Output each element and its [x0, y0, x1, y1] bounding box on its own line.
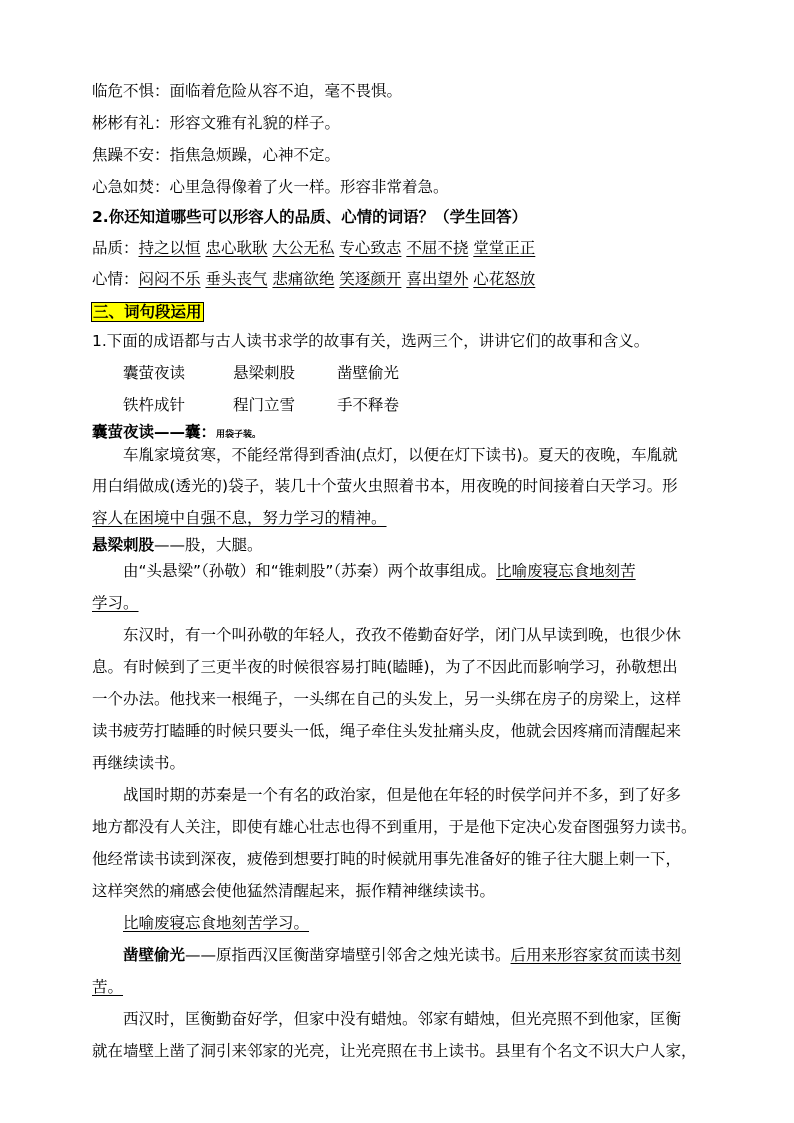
paragraph-line: 由“头悬梁”（孙敬）和“锥刺股”（苏秦）两个故事组成。比喻废寝忘食地刻苦: [123, 562, 636, 580]
paragraph-line: 战国时期的苏秦是一个有名的政治家，但是他在年轻的时侯学问并不多，到了好多: [123, 786, 682, 804]
xuanliang-term: 悬梁刺股: [92, 536, 155, 554]
idiom-line: 临危不惧：面临着危险从容不迫，毫不畏惧。: [92, 82, 403, 100]
paragraph-line: 车胤家境贫寒，不能经常得到香油(点灯，以便在灯下读书)。夏天的夜晚，车胤就: [123, 446, 678, 464]
xuanliang-summary: 比喻废寝忘食地刻苦学习。: [123, 914, 310, 932]
idiom-choice: 囊萤夜读: [123, 364, 186, 382]
paragraph-line: [92, 507, 387, 529]
nangying-note: 用袋子装。: [216, 430, 262, 440]
xuanliang-meaning-end: 学习。: [92, 594, 139, 612]
idiom-row-2: [123, 394, 399, 416]
paragraph-line: 再继续读书。: [92, 754, 186, 772]
paragraph-line: 地方都没有人关注，即使有雄心壮志也得不到重用，于是他下定决心发奋图强努力读书。: [92, 818, 697, 836]
paragraph-line: [123, 912, 309, 934]
nangying-heading: [92, 421, 261, 446]
xuanliang-meaning: 比喻废寝忘食地刻苦: [496, 562, 636, 580]
section-3-heading-line: [92, 301, 203, 323]
quality-word: 堂堂正正: [473, 239, 536, 257]
quality-label: 品质：: [92, 239, 139, 257]
idiom-choice: 手不释卷: [337, 396, 400, 414]
quality-word: 持之以恒: [138, 239, 201, 257]
idiom-row-1: [123, 362, 399, 384]
idiom-line: 心急如焚：心里急得像着了火一样。形容非常着急。: [92, 178, 449, 196]
xuanliang-dash: ——股，大腿。: [154, 536, 263, 554]
idiom-choice: 凿壁偷光: [337, 364, 400, 382]
section-3-heading: 三、词句段运用: [93, 303, 202, 321]
mood-word: 悲痛欲绝: [272, 270, 335, 288]
question-2-title: 2.你还知道哪些可以形容人的品质、心情的词语？（学生回答）: [92, 208, 528, 226]
nangying-dash: ——囊：: [154, 423, 217, 441]
paragraph-line: [92, 592, 139, 614]
nangying-term: 囊萤夜读: [92, 423, 155, 441]
idiom-choice: 悬梁刺股: [233, 364, 296, 382]
zaobi-meaning: 后用来形容家贫而读书刻: [510, 946, 682, 964]
quality-word: 大公无私: [272, 239, 335, 257]
mood-word: 喜出望外: [406, 270, 469, 288]
quality-words-line: [92, 237, 535, 259]
paragraph-line: 东汉时，有一个叫孙敬的年轻人，孜孜不倦勤奋好学，闭门从早读到晚，也很少休: [123, 626, 682, 644]
xuanliang-heading: [92, 534, 263, 556]
quality-word: 忠心耿耿: [205, 239, 268, 257]
quality-word: 专心致志: [339, 239, 402, 257]
idiom-line: 彬彬有礼：形容文雅有礼貌的样子。: [92, 114, 341, 132]
mood-word: 笑逐颜开: [339, 270, 402, 288]
paragraph-line: 就在墙壁上凿了洞引来邻家的光亮，让光亮照在书上读书。县里有个名文不识大户人家，: [92, 1042, 697, 1060]
paragraph-line: 西汉时，匡衡勤奋好学，但家中没有蜡烛。邻家有蜡烛，但光亮照不到他家，匡衡: [123, 1010, 682, 1028]
paragraph-line: 读书疲劳打瞌睡的时候只要头一低，绳子牵住头发扯痛头皮，他就会因疼痛而清醒起来: [92, 722, 682, 740]
nangying-meaning: 容人在困境中自强不息，努力学习的精神。: [92, 509, 387, 527]
idiom-choice: 程门立雪: [233, 396, 296, 414]
paragraph-line: 一个办法。他找来一根绳子，一头绑在自己的头发上，另一头绑在房子的房梁上，这样: [92, 690, 682, 708]
zaobi-heading: 凿壁偷光——原指西汉匡衡凿穿墙壁引邻舍之烛光读书。后用来形容家贫而读书刻: [123, 946, 682, 964]
idiom-line: 焦躁不安：指焦急烦躁，心神不定。: [92, 146, 341, 164]
zaobi-meaning-end: 苦。: [92, 978, 124, 996]
paragraph-line: 这样突然的痛感会使他猛然清醒起来，振作精神继续读书。: [92, 882, 496, 900]
paragraph-line: 他经常读书读到深夜，疲倦到想要打盹的时候就用事先准备好的锥子往大腿上刺一下，: [92, 850, 682, 868]
paragraph-line: [92, 976, 123, 998]
quality-word: 不屈不挠: [406, 239, 469, 257]
mood-word: 心花怒放: [473, 270, 536, 288]
paragraph-line: 息。有时候到了三更半夜的时候很容易打盹(瞌睡)，为了不因此而影响学习，孙敬想出: [92, 658, 678, 676]
mood-label: 心情：: [92, 270, 139, 288]
idiom-choice: 铁杵成针: [123, 396, 186, 414]
mood-words-line: [92, 268, 535, 290]
mood-word: 闷闷不乐: [138, 270, 201, 288]
mood-word: 垂头丧气: [205, 270, 268, 288]
section-3-question-1: 1.下面的成语都与古人读书求学的故事有关，选两三个，讲讲它们的故事和含义。: [92, 332, 650, 350]
zaobi-term: 凿壁偷光: [123, 946, 186, 964]
paragraph-line: 用白绢做成(透光的)袋子，装几十个萤火虫照着书本，用夜晚的时间接着白天学习。形: [92, 477, 678, 495]
